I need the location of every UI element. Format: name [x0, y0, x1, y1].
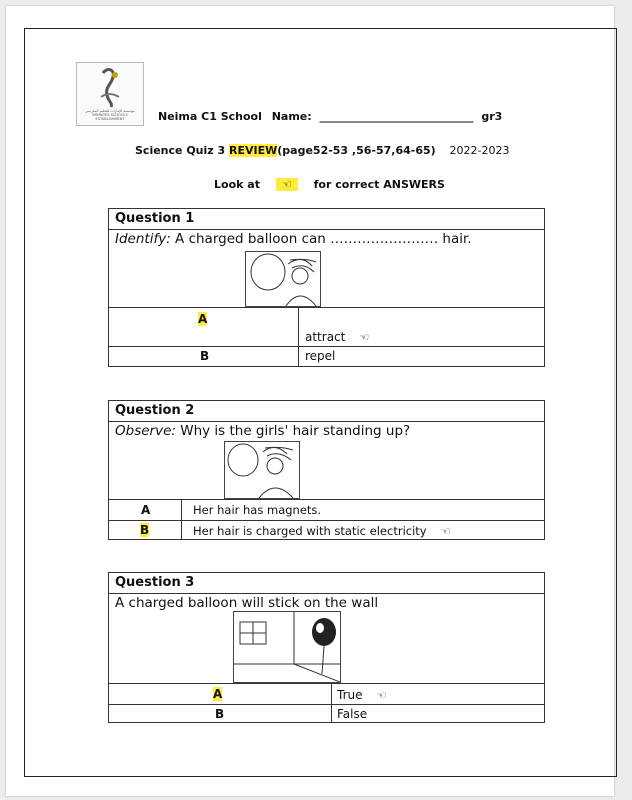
question-1-box [108, 208, 545, 367]
correct-answer-hand-icon: ☜ [359, 331, 370, 344]
question-2-title: Question 2 [109, 401, 544, 422]
question-3-option-a-row[interactable] [109, 683, 544, 704]
question-3-option-a-text: True ☜ [337, 688, 387, 702]
grade-label: gr3 [481, 110, 503, 123]
balloon-on-wall-image [233, 611, 341, 683]
quiz-title-line [135, 144, 509, 157]
question-3-prompt: A charged balloon will stick on the wall [115, 595, 379, 611]
question-3-title: Question 3 [109, 573, 544, 594]
question-2-option-b-letter: B [140, 523, 150, 537]
question-3-option-a-letter: A [213, 687, 223, 701]
name-label: Name: [271, 110, 312, 123]
school-name-line [158, 110, 502, 123]
question-1-option-b-row[interactable] [109, 346, 544, 366]
question-1-option-b-text: repel [305, 349, 336, 363]
question-1-option-a-row[interactable] [109, 307, 544, 346]
quiz-pages: (page52-53 ,56-57,64-65) [277, 144, 436, 157]
correct-answer-hand-icon: ☜ [376, 689, 387, 702]
question-1-option-a-letter: A [198, 312, 208, 326]
question-2-prompt: Why is the girls' hair standing up? [175, 423, 411, 439]
question-1-verb: Identify: [115, 231, 171, 247]
answers-instruction: for correct ANSWERS [313, 178, 445, 191]
question-3-option-b-letter: B [215, 707, 225, 721]
question-2-text [115, 423, 410, 439]
school-year: 2022-2023 [449, 144, 510, 157]
logo-emblem-icon [77, 63, 143, 113]
question-1-option-b-letter: B [200, 349, 210, 363]
question-1-text [115, 231, 472, 247]
question-2-option-a-row[interactable] [109, 499, 544, 520]
school-logo [76, 62, 144, 126]
name-blank: ____________________________ [319, 110, 474, 123]
correct-answer-hand-icon: ☜ [440, 525, 451, 538]
review-highlight: REVIEW [229, 144, 278, 157]
pointing-hand-icon: ☜ [276, 178, 298, 191]
question-1-option-a-text: attract ☜ [305, 330, 370, 344]
question-3-option-b-row[interactable] [109, 704, 544, 722]
question-2-verb: Observe: [115, 423, 176, 439]
logo-caption: مؤسسة الإمارات للتعليم المدرسي EMIRATES SCHOOLS ESTABLISHMENT [85, 109, 135, 121]
question-2-option-a-text: Her hair has magnets. [193, 503, 322, 517]
question-2-option-a-letter: A [141, 503, 151, 517]
question-3-option-b-text: False [337, 707, 368, 721]
girl-balloon-image [245, 251, 321, 307]
question-2-option-b-row[interactable] [109, 520, 544, 539]
question-3-box [108, 572, 545, 723]
school-name: Neima C1 School [158, 110, 262, 123]
question-2-box [108, 400, 545, 540]
girl-hair-standing-image [224, 441, 300, 499]
question-2-option-b-text: Her hair is charged with static electricity ☜ [193, 524, 451, 538]
quiz-title: Science Quiz 3 [135, 144, 226, 157]
instruction-line [214, 178, 445, 191]
question-1-prompt: A charged balloon can …………………… hair. [170, 231, 472, 247]
question-1-title: Question 1 [109, 209, 544, 230]
look-at-text: Look at [214, 178, 260, 191]
question-3-text [115, 595, 378, 611]
